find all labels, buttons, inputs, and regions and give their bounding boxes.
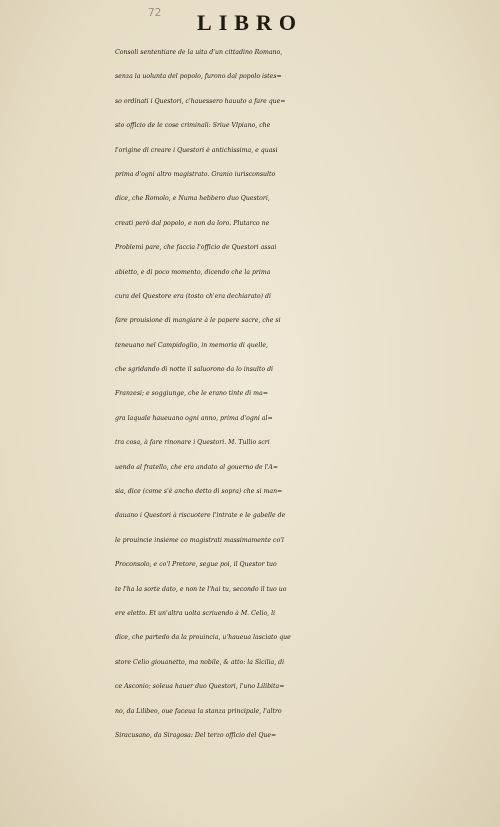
text-line: Franzesi; e soggiunge, che le erano tinte di ma= <box>115 390 268 398</box>
text-line: ere eletto. Et un'altra uolta scriuendo à M. Celio, li <box>115 609 276 617</box>
text-line: dice, che Romolo, e Numa hebbero duo Questori, <box>115 195 270 203</box>
folio-number: 72 <box>148 6 162 19</box>
text-line: teneuano nel Campidoglio, in memoria di quelle, <box>115 341 268 349</box>
text-line: abietto, e di poco momento, dicendo che la prima <box>115 268 271 276</box>
text-line: no, da Lilibeo, oue faceua la stanza principale, l'altro <box>115 707 282 715</box>
text-line: uendo al fratello, che era andato al gouerno de l'A= <box>115 463 279 471</box>
text-line: le prouincie insieme co magistrati massimamente co'l <box>115 536 284 544</box>
text-line: prima d'ogni altro magistrato. Granio iurisconsulto <box>115 170 276 178</box>
text-line: fare prouisione di mangiare à le papere sacre, che si <box>115 317 281 325</box>
text-line: l'origine di creare i Questori è antichissima, e quasi <box>115 146 278 154</box>
text-line: Problemi pare, che faccia l'officio de Questori assai <box>115 244 277 252</box>
text-line: sto officio de le cose criminali: Sriue Vlpiano, che <box>115 122 271 130</box>
text-line: senza la uolunta del popolo, furono dal popolo istes= <box>115 73 282 81</box>
text-line: Consoli sententiare de la uita d'un cittadino Romano, <box>115 49 283 56</box>
text-line: dauano i Questori à riscuotere l'intrate e le gabelle de <box>115 512 286 520</box>
body-text <box>115 41 490 748</box>
text-line: Proconsolo, e co'l Pretore, segue poi, il Questor tuo <box>115 561 277 569</box>
text-line: dice, che partedo da la prouincia, u'haueua lasciato que <box>115 634 291 642</box>
text-line: te l'ha la sorte dato, e non te l'hai tu, secondo il tuo uo <box>115 585 287 593</box>
text-line: gra laquale haueuano ogni anno, prima d'ogni al= <box>115 414 273 422</box>
text-line: cura del Questore era (tosto ch'era dechiarato) di <box>115 292 271 300</box>
text-line: che sgridando di notte il saluorono da lo insulto di <box>115 366 274 374</box>
text-line: creati però dal popolo, e non da loro. Plutarco ne <box>115 219 270 227</box>
text-line: tra cosa, à fare rinonare i Questori. M. Tullio scri <box>115 439 270 447</box>
text-line: sia, dice (come s'è ancho detto di sopra) che si man= <box>115 488 283 496</box>
text-line: ce Asconio; soleua hauer duo Questori, l'uno Lilibita= <box>115 683 285 691</box>
text-line: store Celio giouanetto, ma nobile, & atto: la Sicilia, di <box>115 658 285 666</box>
text-line: Siracusano, da Siragosa: Del terzo officio del Que= <box>115 731 277 739</box>
running-header: LIBRO <box>197 10 303 35</box>
text-line: so ordinati i Questori, c'hauessero hauuto a fare que= <box>115 97 286 105</box>
